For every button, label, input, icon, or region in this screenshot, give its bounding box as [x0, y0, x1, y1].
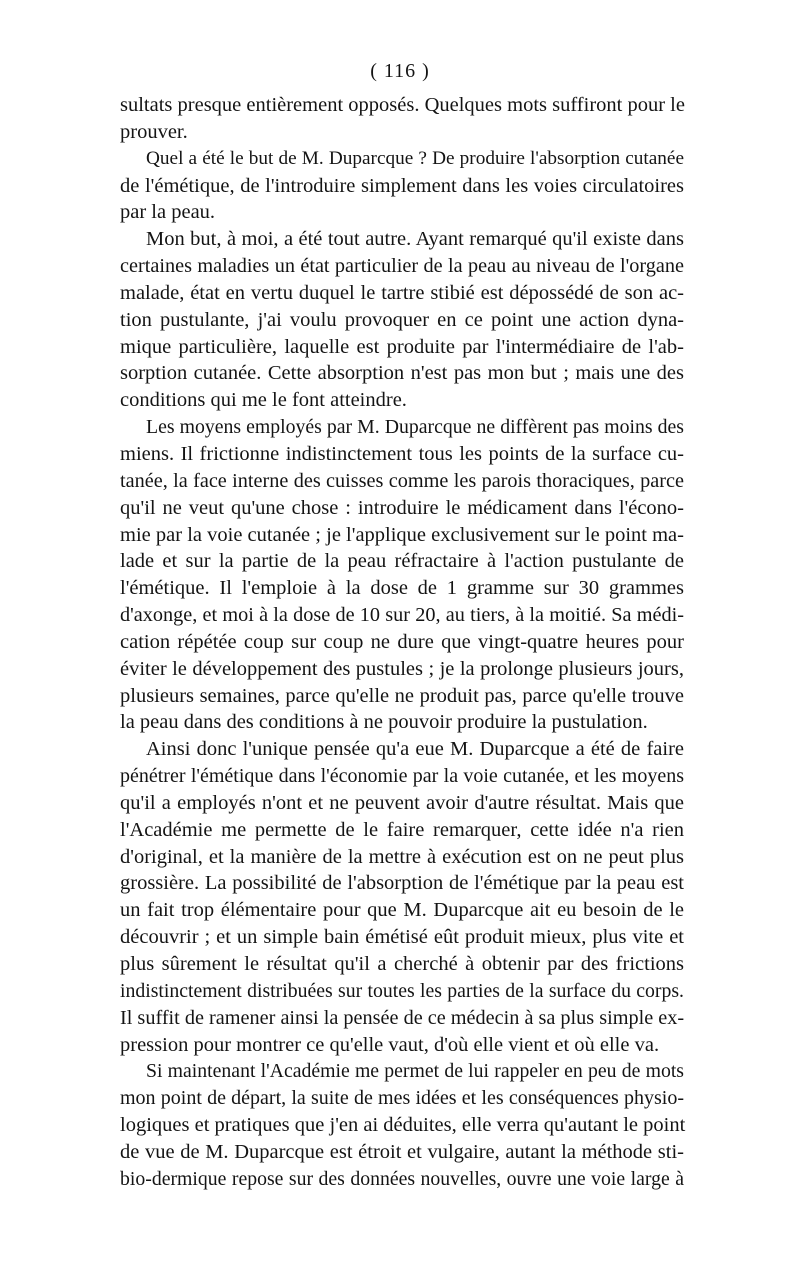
- text-line: d'original, et la manière de la mettre à exécution est on ne peut plus: [120, 845, 684, 868]
- text-line: certaines maladies un état particulier de la peau au niveau de l'organe: [120, 255, 684, 278]
- text-line: mon point de départ, la suite de mes idées et les conséquences physio-: [120, 1087, 684, 1110]
- text-line: lade et sur la partie de la peau réfractaire à l'action pustulante de: [120, 550, 684, 573]
- text-line: Mon but, à moi, a été tout autre. Ayant remarqué qu'il existe dans: [146, 228, 684, 251]
- page-number: ( 116 ): [370, 60, 430, 82]
- text-line: plusieurs semaines, parce qu'elle ne produit pas, parce qu'elle trouve: [120, 684, 684, 707]
- text-line: grossière. La possibilité de l'absorption de l'émétique par la peau est: [120, 872, 684, 895]
- text-line: qu'il a employés n'ont et ne peuvent avoir d'autre résultat. Mais que: [120, 791, 684, 814]
- text-line: Il suffit de ramener ainsi la pensée de ce médecin à sa plus simple ex-: [120, 1006, 685, 1029]
- text-line: conditions qui me le font atteindre.: [120, 389, 407, 412]
- text-line: sultats presque entièrement opposés. Quelques mots suffiront pour le: [120, 94, 685, 116]
- text-line: d'axonge, et moi à la dose de 10 sur 20, au tiers, à la moitié. Sa médi-: [120, 604, 684, 627]
- text-line: sorption cutanée. Cette absorption n'est pas mon but ; mais une des: [120, 362, 684, 385]
- text-line: mique particulière, laquelle est produite par l'intermédiaire de l'ab-: [120, 335, 684, 358]
- text-line: l'émétique. Il l'emploie à la dose de 1 gramme sur 30 grammes: [120, 577, 684, 600]
- text-line: tion pustulante, j'ai voulu provoquer en ce point une action dyna-: [120, 308, 684, 331]
- text-line: Quel a été le but de M. Duparcque ? De produire l'absorption cutanée: [146, 147, 684, 169]
- text-line: tanée, la face interne des cuisses comme les parois thoraciques, parce: [120, 469, 684, 492]
- text-line: cation répétée coup sur coup ne dure que vingt-quatre heures pour: [120, 630, 684, 653]
- text-line: indistinctement distribuées sur toutes les parties de la surface du corps.: [120, 979, 684, 1002]
- text-line: logiques et pratiques que j'en ai déduites, elle verra qu'autant le point: [120, 1114, 686, 1137]
- text-line: Les moyens employés par M. Duparcque ne diffèrent pas moins des: [146, 416, 684, 439]
- text-line: mie par la voie cutanée ; je l'applique exclusivement sur le point ma-: [120, 523, 684, 546]
- text-line: qu'il ne veut qu'une chose : introduire le médicament dans l'écono-: [120, 496, 684, 519]
- text-line: prouver.: [120, 120, 188, 143]
- text-line: de vue de M. Duparcque est étroit et vulgaire, autant la méthode sti-: [120, 1140, 684, 1163]
- text-line: bio-dermique repose sur des données nouvelles, ouvre une voie large à: [120, 1167, 684, 1190]
- text-line: pression pour montrer ce qu'elle vaut, d'où elle vient et où elle va.: [120, 1033, 660, 1056]
- text-line: Si maintenant l'Académie me permet de lui rappeler en peu de mots: [146, 1060, 684, 1083]
- text-line: plus sûrement le résultat qu'il a cherché à obtenir par des frictions: [120, 953, 684, 975]
- text-line: un fait trop élémentaire pour que M. Duparcque ait eu besoin de le: [120, 899, 684, 922]
- text-line: par la peau.: [120, 201, 216, 224]
- text-line: malade, état en vertu duquel le tartre stibié est dépossédé de son ac-: [120, 281, 684, 304]
- text-line: Ainsi donc l'unique pensée qu'a eue M. Duparcque a été de faire: [146, 738, 684, 761]
- text-line: l'Académie me permette de le faire remarquer, cette idée n'a rien: [120, 818, 684, 841]
- body-text: [120, 92, 684, 1193]
- text-line: de l'émétique, de l'introduire simplement dans les voies circulatoires: [120, 174, 684, 197]
- text-line: la peau dans des conditions à ne pouvoir produire la pustulation.: [120, 711, 648, 734]
- text-line: éviter le développement des pustules ; je la prolonge plusieurs jours,: [120, 657, 684, 680]
- text-line: pénétrer l'émétique dans l'économie par la voie cutanée, et les moyens: [120, 765, 684, 788]
- text-line: miens. Il frictionne indistinctement tous les points de la surface cu-: [120, 442, 684, 465]
- text-line: découvrir ; et un simple bain émétisé eût produit mieux, plus vite et: [120, 926, 684, 949]
